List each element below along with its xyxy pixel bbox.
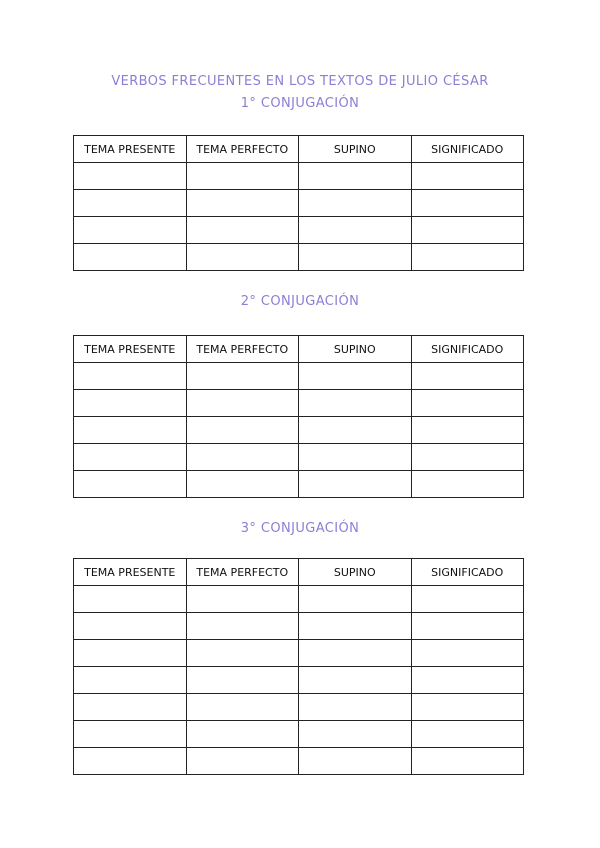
column-header: TEMA PERFECTO bbox=[186, 336, 299, 363]
column-header: TEMA PRESENTE bbox=[74, 136, 187, 163]
blank-cell[interactable] bbox=[411, 244, 524, 271]
blank-cell[interactable] bbox=[186, 244, 299, 271]
table-row bbox=[74, 363, 524, 390]
blank-cell[interactable] bbox=[411, 444, 524, 471]
table-row bbox=[74, 613, 524, 640]
section-2-table bbox=[73, 335, 524, 498]
table-row bbox=[74, 586, 524, 613]
blank-cell[interactable] bbox=[186, 217, 299, 244]
blank-cell[interactable] bbox=[299, 390, 412, 417]
blank-cell[interactable] bbox=[411, 417, 524, 444]
blank-cell[interactable] bbox=[74, 721, 187, 748]
blank-cell[interactable] bbox=[74, 613, 187, 640]
blank-cell[interactable] bbox=[411, 694, 524, 721]
blank-cell[interactable] bbox=[299, 444, 412, 471]
blank-cell[interactable] bbox=[411, 390, 524, 417]
blank-cell[interactable] bbox=[74, 163, 187, 190]
blank-cell[interactable] bbox=[186, 444, 299, 471]
blank-cell[interactable] bbox=[74, 244, 187, 271]
blank-cell[interactable] bbox=[299, 667, 412, 694]
column-header: TEMA PRESENTE bbox=[74, 336, 187, 363]
blank-cell[interactable] bbox=[186, 390, 299, 417]
blank-cell[interactable] bbox=[299, 721, 412, 748]
table-row bbox=[74, 471, 524, 498]
blank-cell[interactable] bbox=[74, 640, 187, 667]
blank-cell[interactable] bbox=[411, 163, 524, 190]
blank-cell[interactable] bbox=[299, 190, 412, 217]
blank-cell[interactable] bbox=[299, 363, 412, 390]
blank-cell[interactable] bbox=[186, 613, 299, 640]
column-header: SUPINO bbox=[299, 559, 412, 586]
blank-cell[interactable] bbox=[186, 748, 299, 775]
blank-cell[interactable] bbox=[74, 190, 187, 217]
table-row bbox=[74, 721, 524, 748]
blank-cell[interactable] bbox=[411, 721, 524, 748]
blank-cell[interactable] bbox=[186, 667, 299, 694]
blank-cell[interactable] bbox=[74, 363, 187, 390]
section-3-table bbox=[73, 558, 524, 775]
blank-cell[interactable] bbox=[186, 640, 299, 667]
blank-cell[interactable] bbox=[299, 217, 412, 244]
blank-cell[interactable] bbox=[74, 444, 187, 471]
blank-cell[interactable] bbox=[299, 163, 412, 190]
blank-cell[interactable] bbox=[411, 640, 524, 667]
blank-cell[interactable] bbox=[74, 217, 187, 244]
blank-cell[interactable] bbox=[186, 721, 299, 748]
section-1-heading: 1° CONJUGACIÓN bbox=[240, 96, 360, 111]
blank-cell[interactable] bbox=[74, 694, 187, 721]
column-header: TEMA PERFECTO bbox=[186, 559, 299, 586]
blank-cell[interactable] bbox=[186, 363, 299, 390]
table-row bbox=[74, 163, 524, 190]
blank-cell[interactable] bbox=[186, 471, 299, 498]
blank-cell[interactable] bbox=[299, 694, 412, 721]
blank-cell[interactable] bbox=[74, 748, 187, 775]
blank-cell[interactable] bbox=[186, 190, 299, 217]
blank-cell[interactable] bbox=[411, 471, 524, 498]
column-header: SIGNIFICADO bbox=[411, 136, 524, 163]
table-row bbox=[74, 640, 524, 667]
table-row bbox=[74, 190, 524, 217]
blank-cell[interactable] bbox=[299, 417, 412, 444]
column-header: TEMA PERFECTO bbox=[186, 136, 299, 163]
table-header-row bbox=[74, 559, 524, 586]
blank-cell[interactable] bbox=[74, 471, 187, 498]
blank-cell[interactable] bbox=[186, 163, 299, 190]
table-row bbox=[74, 217, 524, 244]
blank-cell[interactable] bbox=[74, 586, 187, 613]
table-row bbox=[74, 694, 524, 721]
table-row bbox=[74, 390, 524, 417]
blank-cell[interactable] bbox=[411, 748, 524, 775]
table-row bbox=[74, 244, 524, 271]
blank-cell[interactable] bbox=[186, 586, 299, 613]
blank-cell[interactable] bbox=[186, 417, 299, 444]
blank-cell[interactable] bbox=[74, 390, 187, 417]
table-header-row bbox=[74, 136, 524, 163]
table-row bbox=[74, 417, 524, 444]
column-header: SIGNIFICADO bbox=[411, 336, 524, 363]
main-title: VERBOS FRECUENTES EN LOS TEXTOS DE JULIO CÉSAR bbox=[111, 74, 489, 89]
table-header-row bbox=[74, 336, 524, 363]
section-2-heading: 2° CONJUGACIÓN bbox=[240, 294, 360, 309]
table-row bbox=[74, 444, 524, 471]
table-row bbox=[74, 748, 524, 775]
section-1-table bbox=[73, 135, 524, 271]
blank-cell[interactable] bbox=[299, 748, 412, 775]
blank-cell[interactable] bbox=[411, 613, 524, 640]
blank-cell[interactable] bbox=[411, 586, 524, 613]
column-header: SIGNIFICADO bbox=[411, 559, 524, 586]
blank-cell[interactable] bbox=[299, 471, 412, 498]
column-header: SUPINO bbox=[299, 336, 412, 363]
blank-cell[interactable] bbox=[74, 417, 187, 444]
blank-cell[interactable] bbox=[411, 363, 524, 390]
column-header: TEMA PRESENTE bbox=[74, 559, 187, 586]
blank-cell[interactable] bbox=[299, 586, 412, 613]
blank-cell[interactable] bbox=[74, 667, 187, 694]
blank-cell[interactable] bbox=[186, 694, 299, 721]
blank-cell[interactable] bbox=[411, 667, 524, 694]
blank-cell[interactable] bbox=[299, 613, 412, 640]
blank-cell[interactable] bbox=[299, 640, 412, 667]
blank-cell[interactable] bbox=[411, 190, 524, 217]
section-3-heading: 3° CONJUGACIÓN bbox=[240, 521, 360, 536]
blank-cell[interactable] bbox=[411, 217, 524, 244]
blank-cell[interactable] bbox=[299, 244, 412, 271]
column-header: SUPINO bbox=[299, 136, 412, 163]
table-row bbox=[74, 667, 524, 694]
